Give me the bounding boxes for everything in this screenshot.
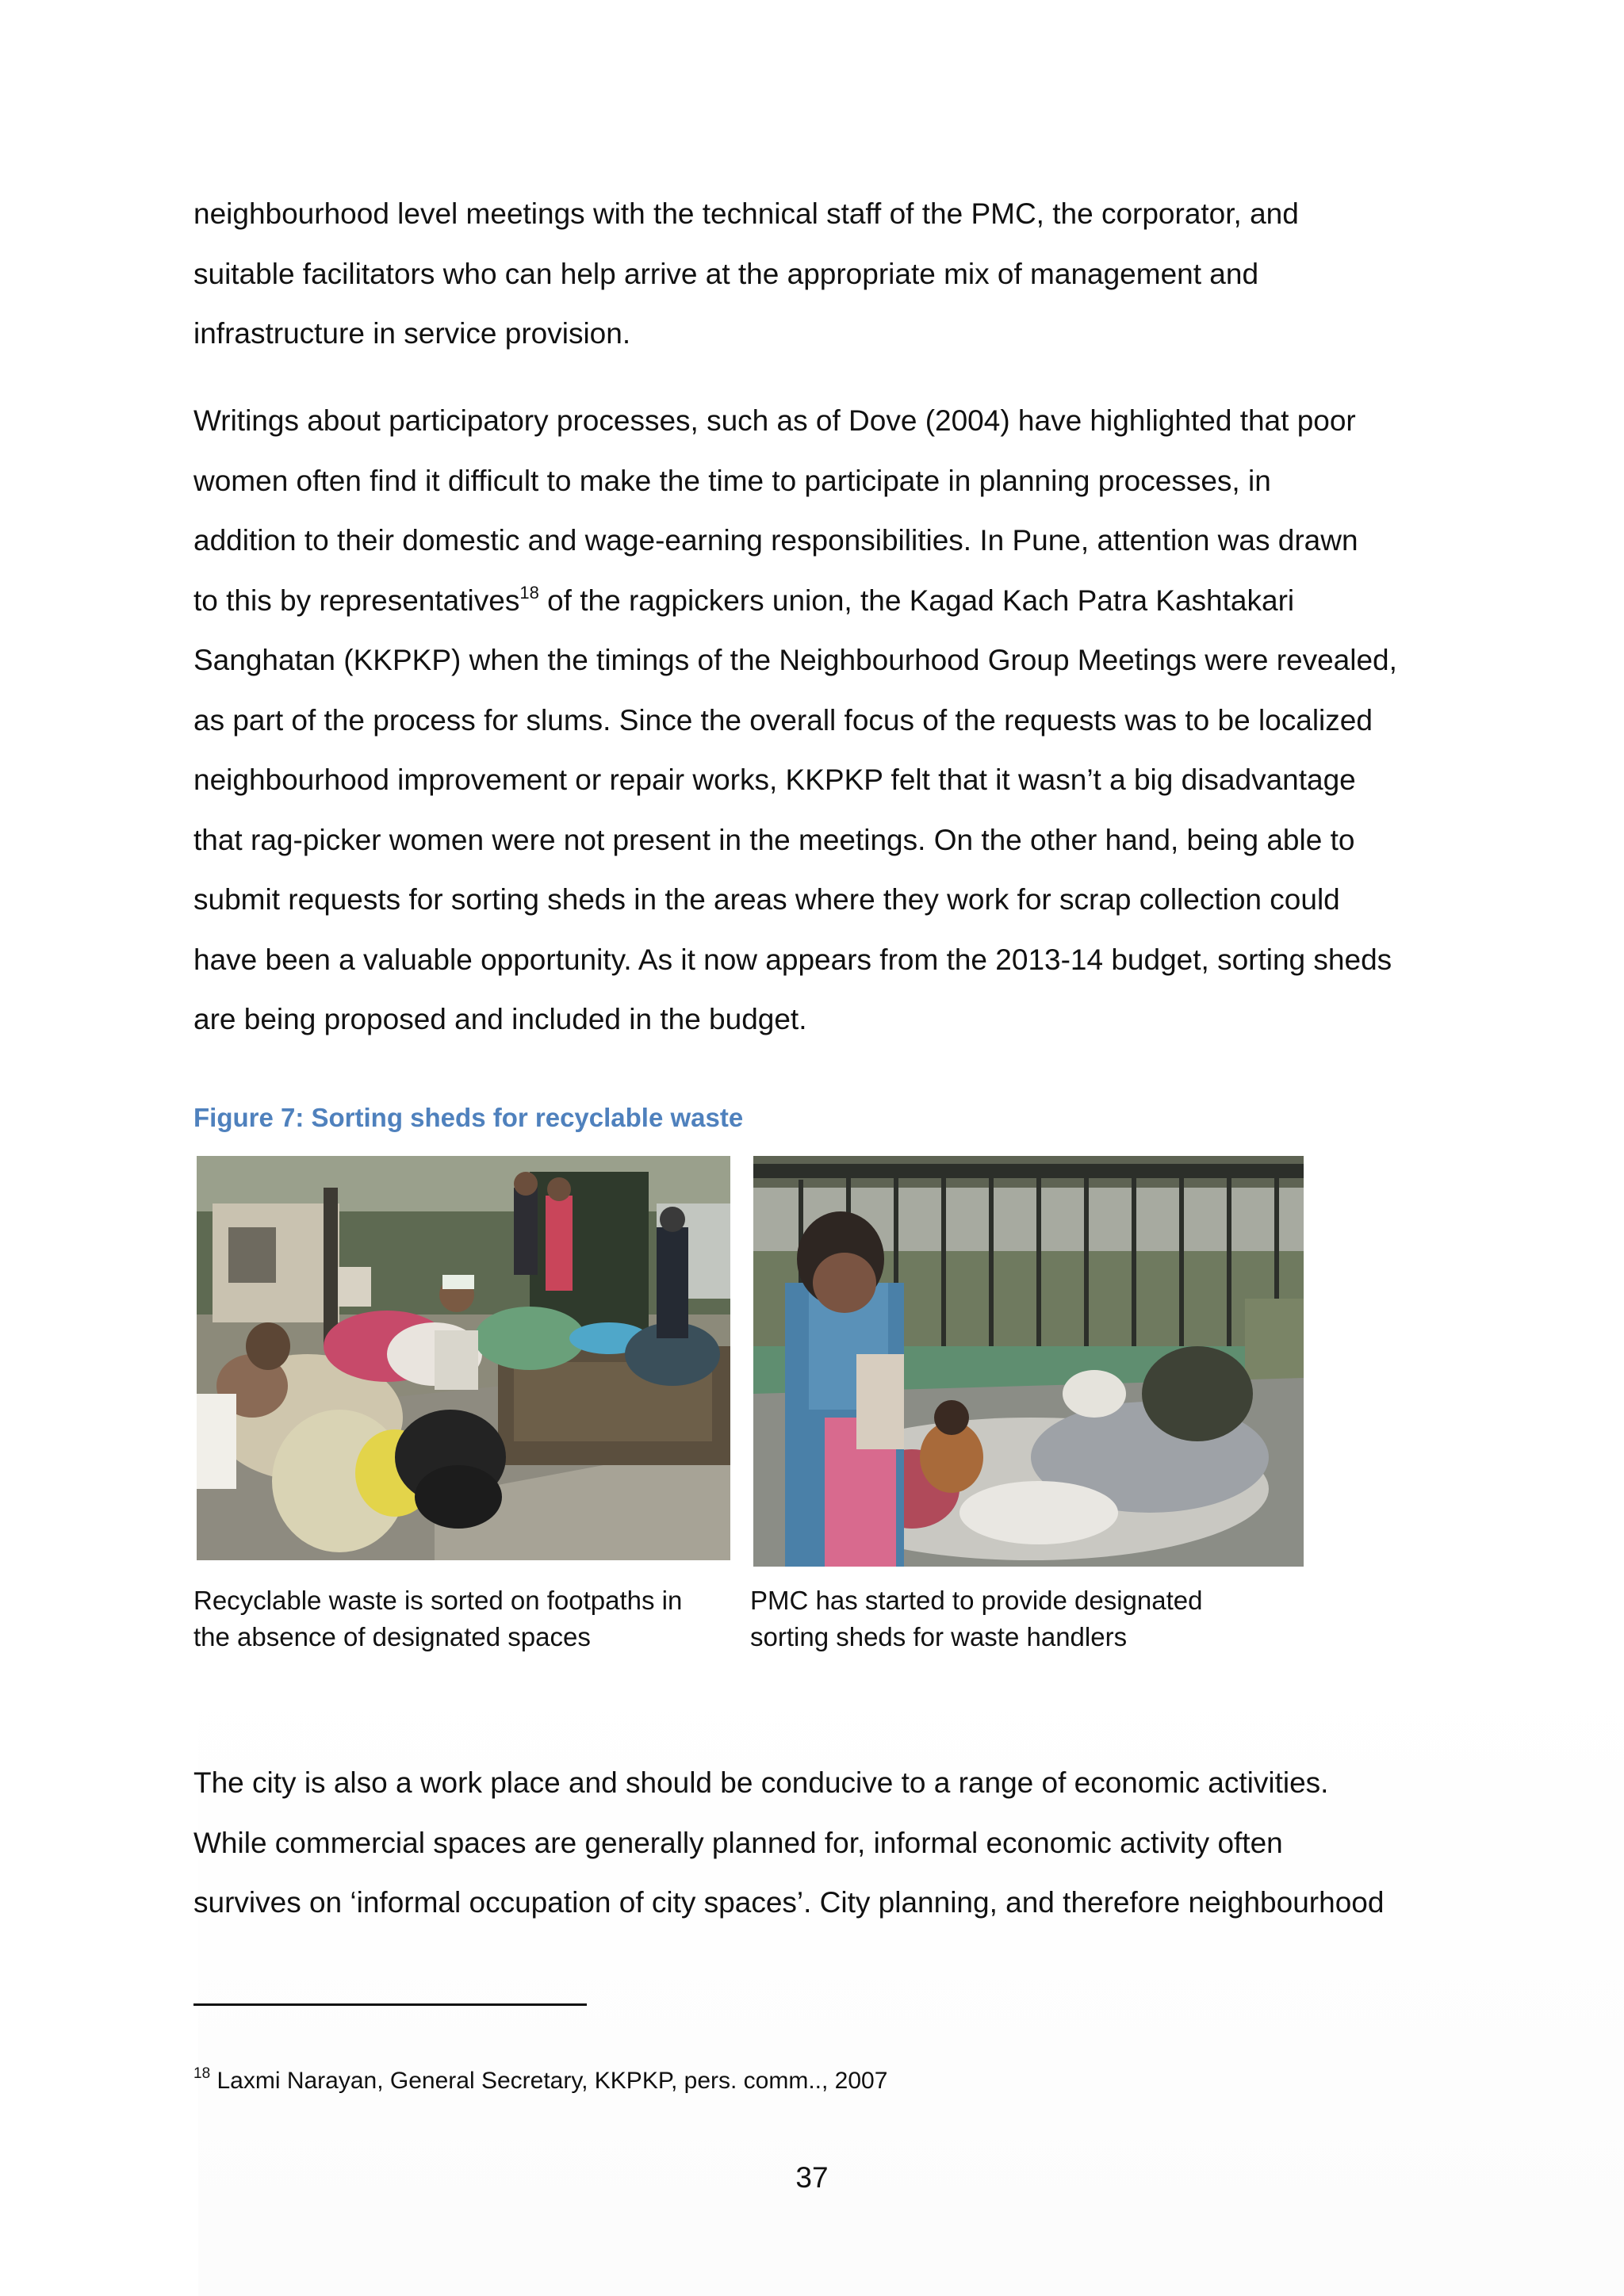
text-line-with-footnote	[193, 571, 1446, 631]
footpath-sorting-illustration	[197, 1156, 730, 1560]
text-line: infrastructure in service provision.	[193, 317, 631, 350]
text-fragment: of the ragpickers union, the Kagad Kach Patra Kashtakari	[538, 584, 1295, 617]
photo-caption-right	[750, 1582, 1203, 1655]
text-fragment: to this by representatives	[193, 584, 520, 617]
footnote-number: 18	[193, 2065, 211, 2082]
text-line: neighbourhood improvement or repair works, KKPKP felt that it wasn’t a big disadvantage	[193, 763, 1356, 796]
footnote-text: Laxmi Narayan, General Secretary, KKPKP, pers. comm.., 2007	[210, 2068, 888, 2094]
footnote-separator	[193, 2003, 587, 2006]
caption-line: PMC has started to provide designated	[750, 1586, 1203, 1615]
paragraph-participation	[193, 391, 1446, 1050]
text-line: addition to their domestic and wage-earning responsibilities. In Pune, attention was drawn	[193, 524, 1358, 557]
text-line: Writings about participatory processes, such as of Dove (2004) have highlighted that poor	[193, 404, 1356, 437]
text-line: as part of the process for slums. Since the overall focus of the requests was to be localized	[193, 703, 1373, 737]
figure-caption: Figure 7: Sorting sheds for recyclable waste	[193, 1103, 744, 1132]
text-line: women often find it difficult to make the time to participate in planning processes, in	[193, 464, 1271, 497]
page-number: 37	[795, 2161, 829, 2194]
text-line: Sanghatan (KKPKP) when the timings of the Neighbourhood Group Meetings were revealed,	[193, 644, 1397, 676]
text-line: The city is also a work place and should be conducive to a range of economic activities.	[193, 1766, 1329, 1799]
text-line: submit requests for sorting sheds in the areas where they work for scrap collection could	[193, 883, 1340, 916]
footpath-sorting-photo	[197, 1156, 730, 1560]
text-line: are being proposed and included in the budget.	[193, 1003, 807, 1035]
paragraph-work-place	[193, 1753, 1446, 1933]
photo-caption-left	[193, 1582, 682, 1655]
caption-line: sorting sheds for waste handlers	[750, 1622, 1128, 1651]
footnote-reference[interactable]: 18	[519, 582, 539, 603]
footnote	[193, 2065, 888, 2095]
text-line: have been a valuable opportunity. As it now appears from the 2013-14 budget, sorting sheds	[193, 943, 1392, 976]
text-line: While commercial spaces are generally planned for, informal economic activity often	[193, 1826, 1283, 1859]
text-line: neighbourhood level meetings with the technical staff of the PMC, the corporator, and	[193, 197, 1299, 230]
caption-line: the absence of designated spaces	[193, 1622, 591, 1651]
text-line: survives on ‘informal occupation of city spaces’. City planning, and therefore neighbourhood	[193, 1886, 1385, 1919]
text-line: suitable facilitators who can help arrive at the appropriate mix of management and	[193, 257, 1259, 290]
caption-line: Recyclable waste is sorted on footpaths in	[193, 1586, 683, 1615]
sorting-shed-photo	[753, 1156, 1304, 1567]
text-line: that rag-picker women were not present in the meetings. On the other hand, being able to	[193, 823, 1355, 856]
sorting-shed-illustration	[753, 1156, 1304, 1567]
paragraph-continued	[193, 184, 1446, 364]
